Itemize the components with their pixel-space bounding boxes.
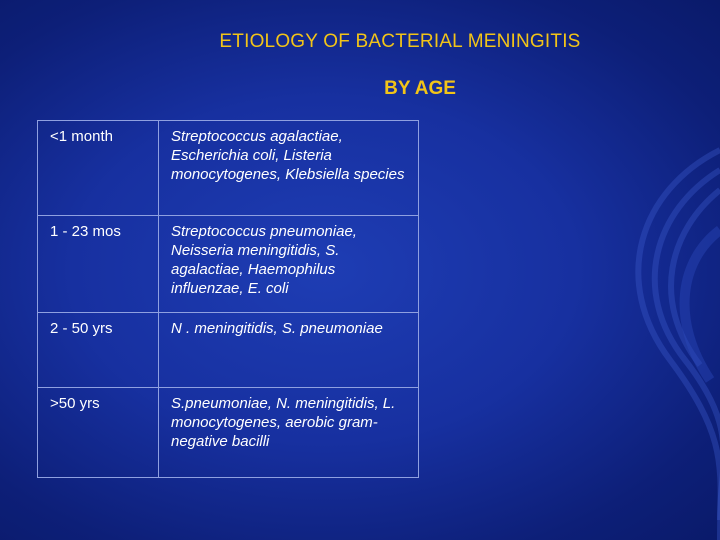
table-row xyxy=(38,313,419,388)
decorative-swirl xyxy=(550,0,720,540)
slide-subtitle: BY AGE xyxy=(384,78,456,99)
organisms-cell: Streptococcus pneumoniae, Neisseria meningitidis, S. agalactiae, Haemophilus influenzae, E. coli xyxy=(159,216,419,313)
organisms-cell: Streptococcus agalactiae, Escherichia coli, Listeria monocytogenes, Klebsiella species xyxy=(159,121,419,216)
age-group-cell: <1 month xyxy=(38,121,159,216)
table-row xyxy=(38,388,419,478)
table-row xyxy=(38,216,419,313)
age-group-cell: 2 - 50 yrs xyxy=(38,313,159,388)
age-group-cell: >50 yrs xyxy=(38,388,159,478)
age-group-cell: 1 - 23 mos xyxy=(38,216,159,313)
table-row xyxy=(38,121,419,216)
slide-title: ETIOLOGY OF BACTERIAL MENINGITIS xyxy=(219,31,581,52)
organisms-cell: N . meningitidis, S. pneumoniae xyxy=(159,313,419,388)
etiology-table xyxy=(37,120,419,478)
organisms-cell: S.pneumoniae, N. meningitidis, L. monocytogenes, aerobic gram-negative bacilli xyxy=(159,388,419,478)
